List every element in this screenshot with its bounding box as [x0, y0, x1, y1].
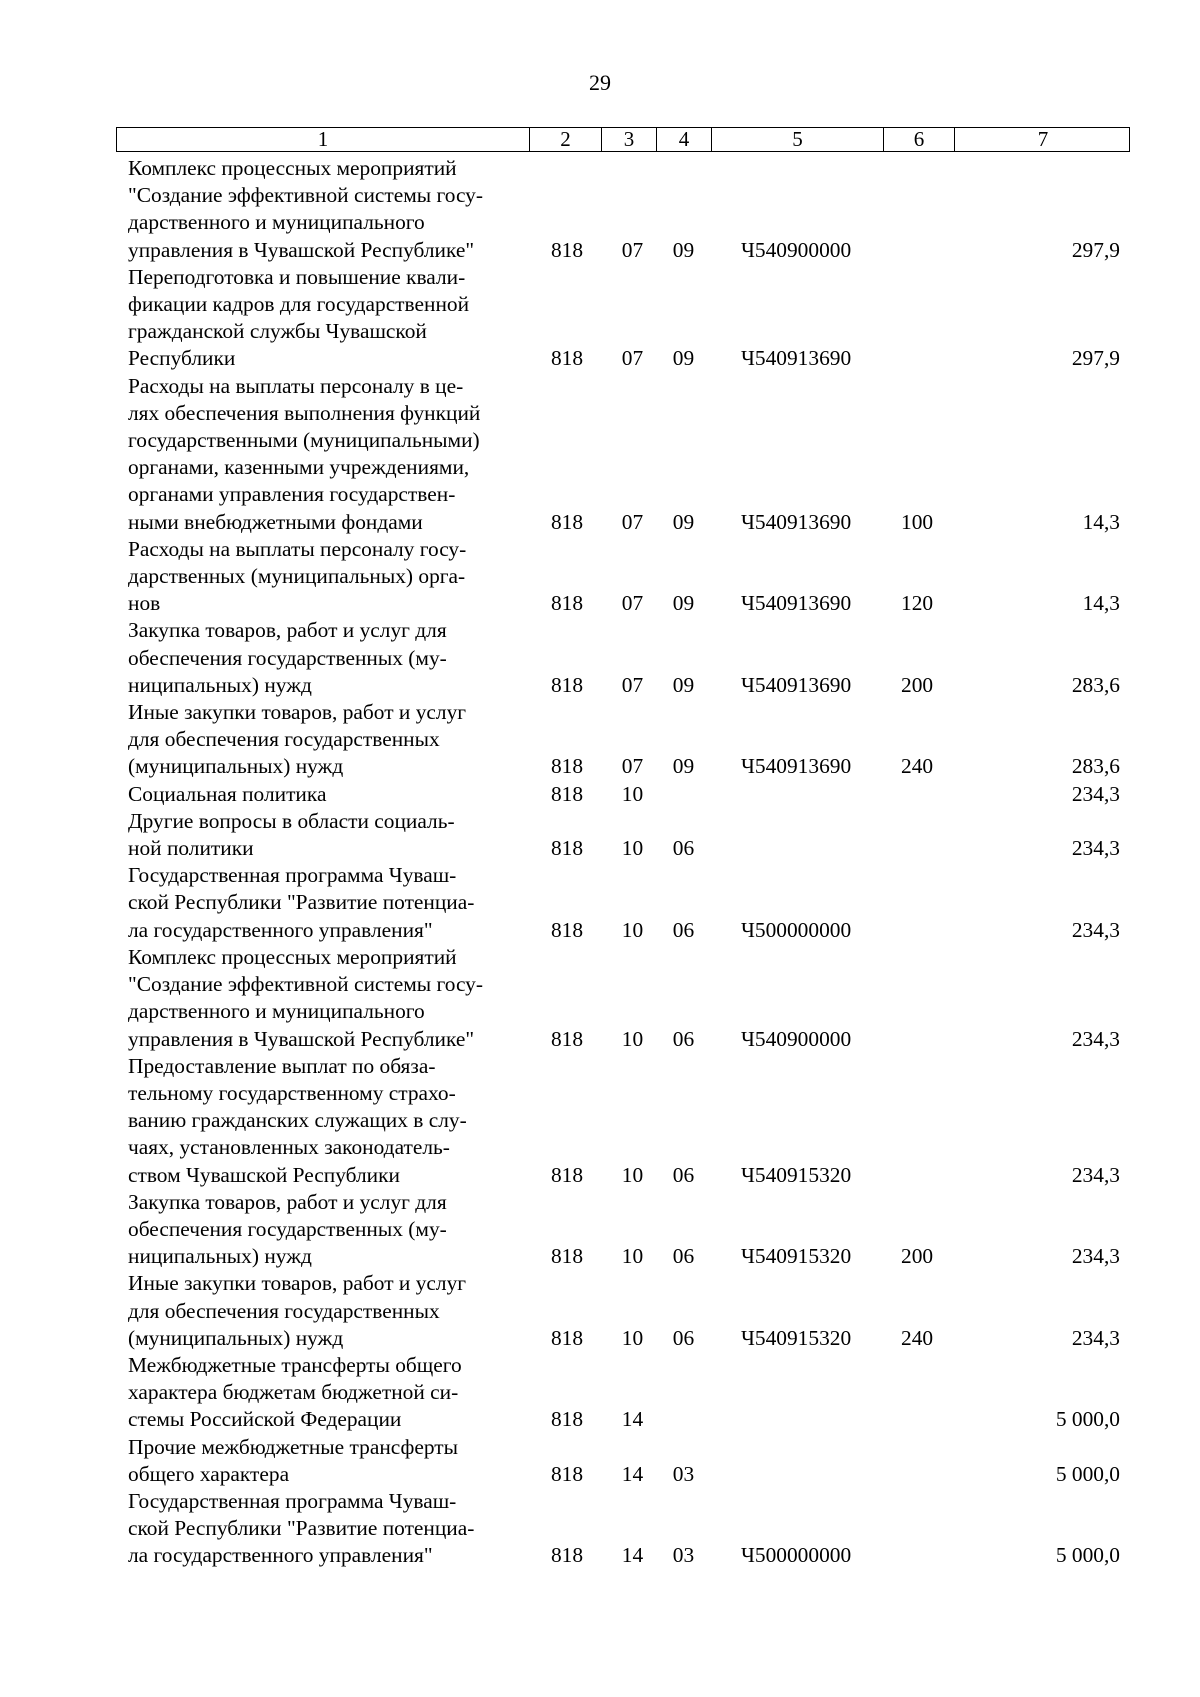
amount: 5 000,0 [1055, 1543, 1120, 1568]
table-row [116, 1352, 1130, 1434]
code-section: 10 [621, 1026, 644, 1051]
code-section: 07 [621, 754, 644, 779]
code-target-article: Ч540913690 [741, 509, 852, 534]
code-section: 14 [621, 1543, 644, 1568]
item-description: Государственная программа Чуваш- ской Республики "Развитие потенциа- ла государственного управления" [128, 1488, 475, 1568]
item-description: Иные закупки товаров, работ и услуг для обеспечения государственных (муниципальных) нужд [128, 700, 467, 779]
table-row [116, 264, 1130, 373]
column-header: 4 [657, 128, 712, 151]
code-ministry: 818 [550, 672, 584, 697]
item-description: Другие вопросы в области социаль- ной политики [128, 808, 455, 861]
table-row [116, 781, 1130, 808]
code-section: 07 [621, 237, 644, 262]
code-section: 14 [621, 1461, 644, 1486]
table-row [116, 699, 1130, 781]
code-subsection: 09 [672, 509, 695, 534]
code-ministry: 818 [550, 1407, 584, 1432]
amount: 234,3 [1071, 917, 1120, 942]
code-subsection: 09 [672, 591, 695, 616]
code-section: 14 [621, 1407, 644, 1432]
amount: 297,9 [1071, 237, 1120, 262]
code-target-article: Ч540900000 [741, 237, 852, 262]
table-row [116, 1270, 1130, 1352]
code-section: 10 [621, 836, 644, 861]
code-subsection: 06 [672, 1325, 695, 1350]
table-row [116, 536, 1130, 618]
code-ministry: 818 [550, 1325, 584, 1350]
item-description: Социальная политика [128, 781, 327, 806]
item-description: Предоставление выплат по обяза- тельному государственному страхо- ванию гражданских служащих в слу- чаях, установленных законодатель- ством Чувашской Республики [128, 1053, 467, 1187]
code-section: 10 [621, 917, 644, 942]
code-expense-type: 120 [901, 591, 934, 616]
code-target-article: Ч540900000 [741, 1026, 852, 1051]
code-ministry: 818 [550, 509, 584, 534]
code-target-article: Ч540913690 [741, 346, 852, 371]
code-target-article: Ч500000000 [741, 917, 852, 942]
code-subsection: 06 [672, 1244, 695, 1269]
code-subsection: 03 [672, 1461, 695, 1486]
page-number: 29 [589, 70, 611, 95]
code-ministry: 818 [550, 1543, 584, 1568]
column-header: 7 [1037, 127, 1049, 151]
item-description: Межбюджетные трансферты общего характера бюджетам бюджетной си- стемы Российской Федерации [128, 1352, 462, 1432]
table-row [116, 155, 1130, 264]
table-row [116, 944, 1130, 1053]
code-ministry: 818 [550, 917, 584, 942]
code-subsection: 09 [672, 346, 695, 371]
amount: 234,3 [1071, 1162, 1120, 1187]
table-row [116, 1488, 1130, 1570]
item-description: Расходы на выплаты персоналу госу- дарственных (муниципальных) орга- нов [128, 536, 467, 616]
code-ministry: 818 [550, 836, 584, 861]
code-expense-type: 240 [901, 1325, 934, 1350]
amount: 234,3 [1071, 1244, 1120, 1269]
code-subsection: 06 [672, 1162, 695, 1187]
item-description: Закупка товаров, работ и услуг для обеспечения государственных (му- ниципальных) нужд [128, 1189, 447, 1269]
code-target-article: Ч500000000 [741, 1543, 852, 1568]
item-description: Комплекс процессных мероприятий "Создание эффективной системы госу- дарственного и муниципального управления в Чувашской Республике" [128, 944, 483, 1051]
code-section: 10 [621, 1162, 644, 1187]
table-header [116, 127, 1130, 152]
code-ministry: 818 [550, 591, 584, 616]
code-target-article: Ч540913690 [741, 591, 852, 616]
code-ministry: 818 [550, 237, 584, 262]
column-header: 5 [712, 128, 884, 151]
code-section: 10 [621, 781, 644, 806]
code-subsection: 09 [672, 672, 695, 697]
code-subsection: 06 [672, 836, 695, 861]
table-row [116, 862, 1130, 944]
column-header: 3 [602, 128, 657, 151]
amount: 283,6 [1071, 754, 1120, 779]
amount: 283,6 [1071, 672, 1120, 697]
table-row [116, 808, 1130, 862]
item-description: Закупка товаров, работ и услуг для обеспечения государственных (му- ниципальных) нужд [128, 618, 447, 697]
amount: 14,3 [1082, 591, 1120, 616]
table-row [116, 1189, 1130, 1271]
code-subsection: 06 [672, 1026, 695, 1051]
code-ministry: 818 [550, 1461, 584, 1486]
code-section: 07 [621, 346, 644, 371]
code-ministry: 818 [550, 346, 584, 371]
table-body [116, 155, 1130, 1570]
code-ministry: 818 [550, 1244, 584, 1269]
code-section: 07 [621, 672, 644, 697]
item-description: Переподготовка и повышение квали- фикации кадров для государственной гражданской службы Чувашской Республики [128, 264, 470, 371]
code-expense-type: 100 [901, 509, 934, 534]
code-ministry: 818 [550, 781, 584, 806]
code-section: 07 [621, 509, 644, 534]
item-description: Расходы на выплаты персоналу в це- лях обеспечения выполнения функций государственными (муниципальными) органами, казенными учреждениями, органами управления государствен- ными внебюджетными фондами [128, 373, 481, 534]
table-row [116, 1053, 1130, 1189]
code-target-article: Ч540913690 [741, 754, 852, 779]
code-expense-type: 240 [901, 754, 934, 779]
code-target-article: Ч540915320 [741, 1162, 852, 1187]
code-ministry: 818 [550, 1162, 584, 1187]
table-row [116, 1434, 1130, 1488]
column-header: 6 [884, 128, 955, 151]
item-description: Иные закупки товаров, работ и услуг для обеспечения государственных (муниципальных) нужд [128, 1271, 467, 1350]
code-target-article: Ч540913690 [741, 672, 852, 697]
code-subsection: 06 [672, 917, 695, 942]
code-ministry: 818 [550, 754, 584, 779]
column-header: 2 [530, 128, 602, 151]
amount: 14,3 [1082, 509, 1120, 534]
code-expense-type: 200 [901, 1244, 934, 1269]
column-header: 1 [117, 128, 530, 151]
table-row [116, 617, 1130, 699]
code-subsection: 09 [672, 754, 695, 779]
item-description: Прочие межбюджетные трансферты общего характера [128, 1434, 459, 1486]
code-section: 10 [621, 1325, 644, 1350]
code-target-article: Ч540915320 [741, 1325, 852, 1350]
code-subsection: 09 [672, 237, 695, 262]
amount: 5 000,0 [1055, 1461, 1120, 1486]
amount: 234,3 [1071, 781, 1120, 806]
code-ministry: 818 [550, 1026, 584, 1051]
amount: 234,3 [1071, 836, 1120, 861]
item-description: Комплекс процессных мероприятий "Создание эффективной системы госу- дарственного и муниципального управления в Чувашской Республике" [128, 156, 483, 262]
item-description: Государственная программа Чуваш- ской Республики "Развитие потенциа- ла государственного управления" [128, 863, 475, 942]
table-row [116, 373, 1130, 536]
amount: 297,9 [1071, 346, 1120, 371]
code-expense-type: 200 [901, 672, 934, 697]
code-target-article: Ч540915320 [741, 1244, 852, 1269]
code-section: 10 [621, 1244, 644, 1269]
amount: 5 000,0 [1055, 1407, 1120, 1432]
amount: 234,3 [1071, 1026, 1120, 1051]
code-subsection: 03 [672, 1543, 695, 1568]
amount: 234,3 [1071, 1325, 1120, 1350]
code-section: 07 [621, 591, 644, 616]
